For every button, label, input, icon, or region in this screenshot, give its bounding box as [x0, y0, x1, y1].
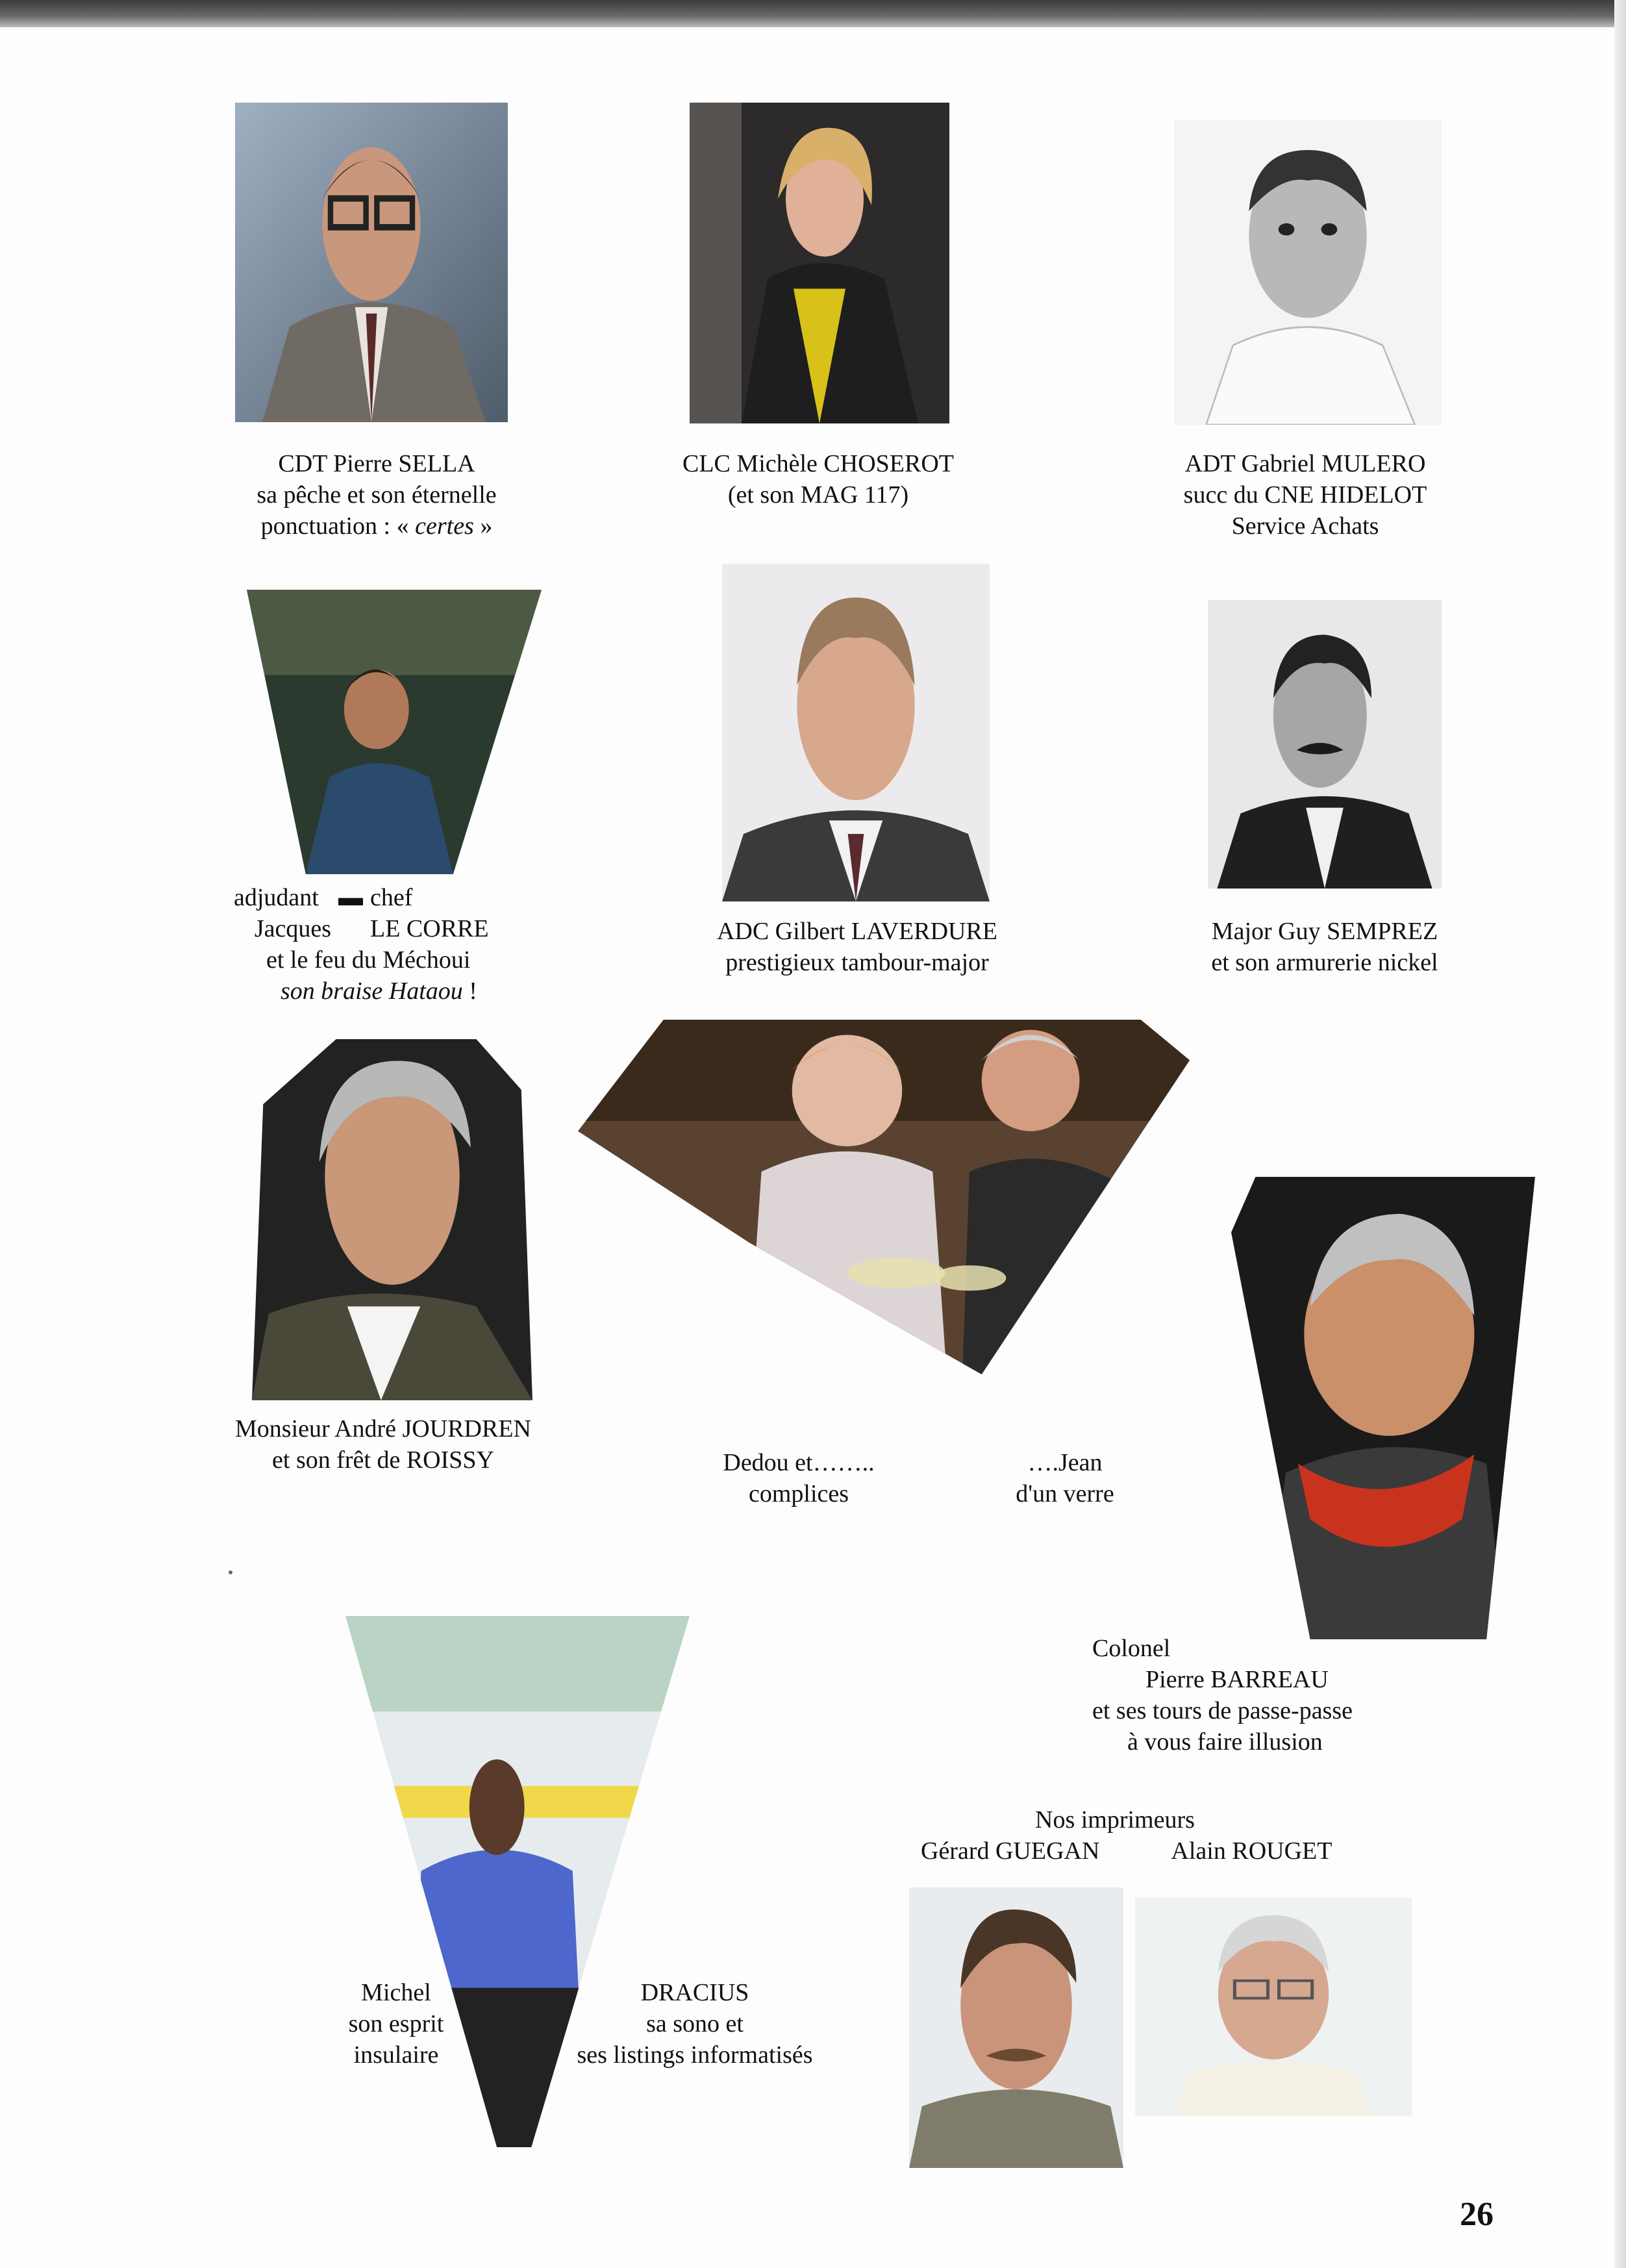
caption-mulero: ADT Gabriel MULERO succ du CNE HIDELOT Service Achats — [1183, 450, 1427, 540]
page-number: 26 — [1460, 2196, 1494, 2233]
photo-alain-rouget — [1135, 1898, 1412, 2116]
photo-jacques-le-corre — [247, 590, 542, 874]
caption-choserot: CLC Michèle CHOSEROT (et son MAG 117) — [682, 450, 954, 509]
photo-guy-semprez — [1208, 600, 1442, 888]
photo-pierre-sella — [235, 103, 508, 422]
caption-sella: CDT Pierre SELLA sa pêche et son éternelle ponctuation : « certes » — [256, 450, 497, 540]
caption-semprez: Major Guy SEMPREZ et son armurerie nickel — [1211, 918, 1438, 976]
photo-gerard-guegan — [909, 1887, 1123, 2168]
caption-dracius-right: DRACIUS sa sono et ses listings informatisés — [577, 1979, 813, 2069]
caption-imprimeurs: Nos imprimeurs Gérard GUEGAN Alain ROUGET — [921, 1806, 1332, 1865]
caption-dedou: Dedou et…….. complices — [723, 1449, 875, 1507]
photo-gilbert-laverdure — [722, 564, 990, 901]
caption-jourdren: Monsieur André JOURDREN et son frêt de ROISSY — [235, 1415, 531, 1474]
speck — [229, 1570, 232, 1574]
caption-dracius-left: Michel son esprit insulaire — [348, 1979, 444, 2069]
photo-pierre-barreau — [1231, 1177, 1535, 1639]
caption-jean: ….Jean d'un verre — [1016, 1449, 1114, 1507]
photo-michele-choserot — [690, 103, 949, 423]
caption-laverdure: ADC Gilbert LAVERDURE prestigieux tambour-major — [716, 918, 998, 976]
caption-barreau: Colonel Pierre BARREAU et ses tours de passe-passe à vous faire illusion — [1092, 1635, 1353, 1756]
scan-top-border — [0, 0, 1626, 27]
photo-gabriel-mulero — [1174, 120, 1442, 425]
scan-right-edge — [1614, 0, 1626, 2268]
caption-le-corre: adjudant ▬ chef Jacques LE CORRE et le feu du Méchoui son braise Hataou ! — [234, 884, 489, 1005]
photo-andre-jourdren — [252, 1039, 532, 1400]
